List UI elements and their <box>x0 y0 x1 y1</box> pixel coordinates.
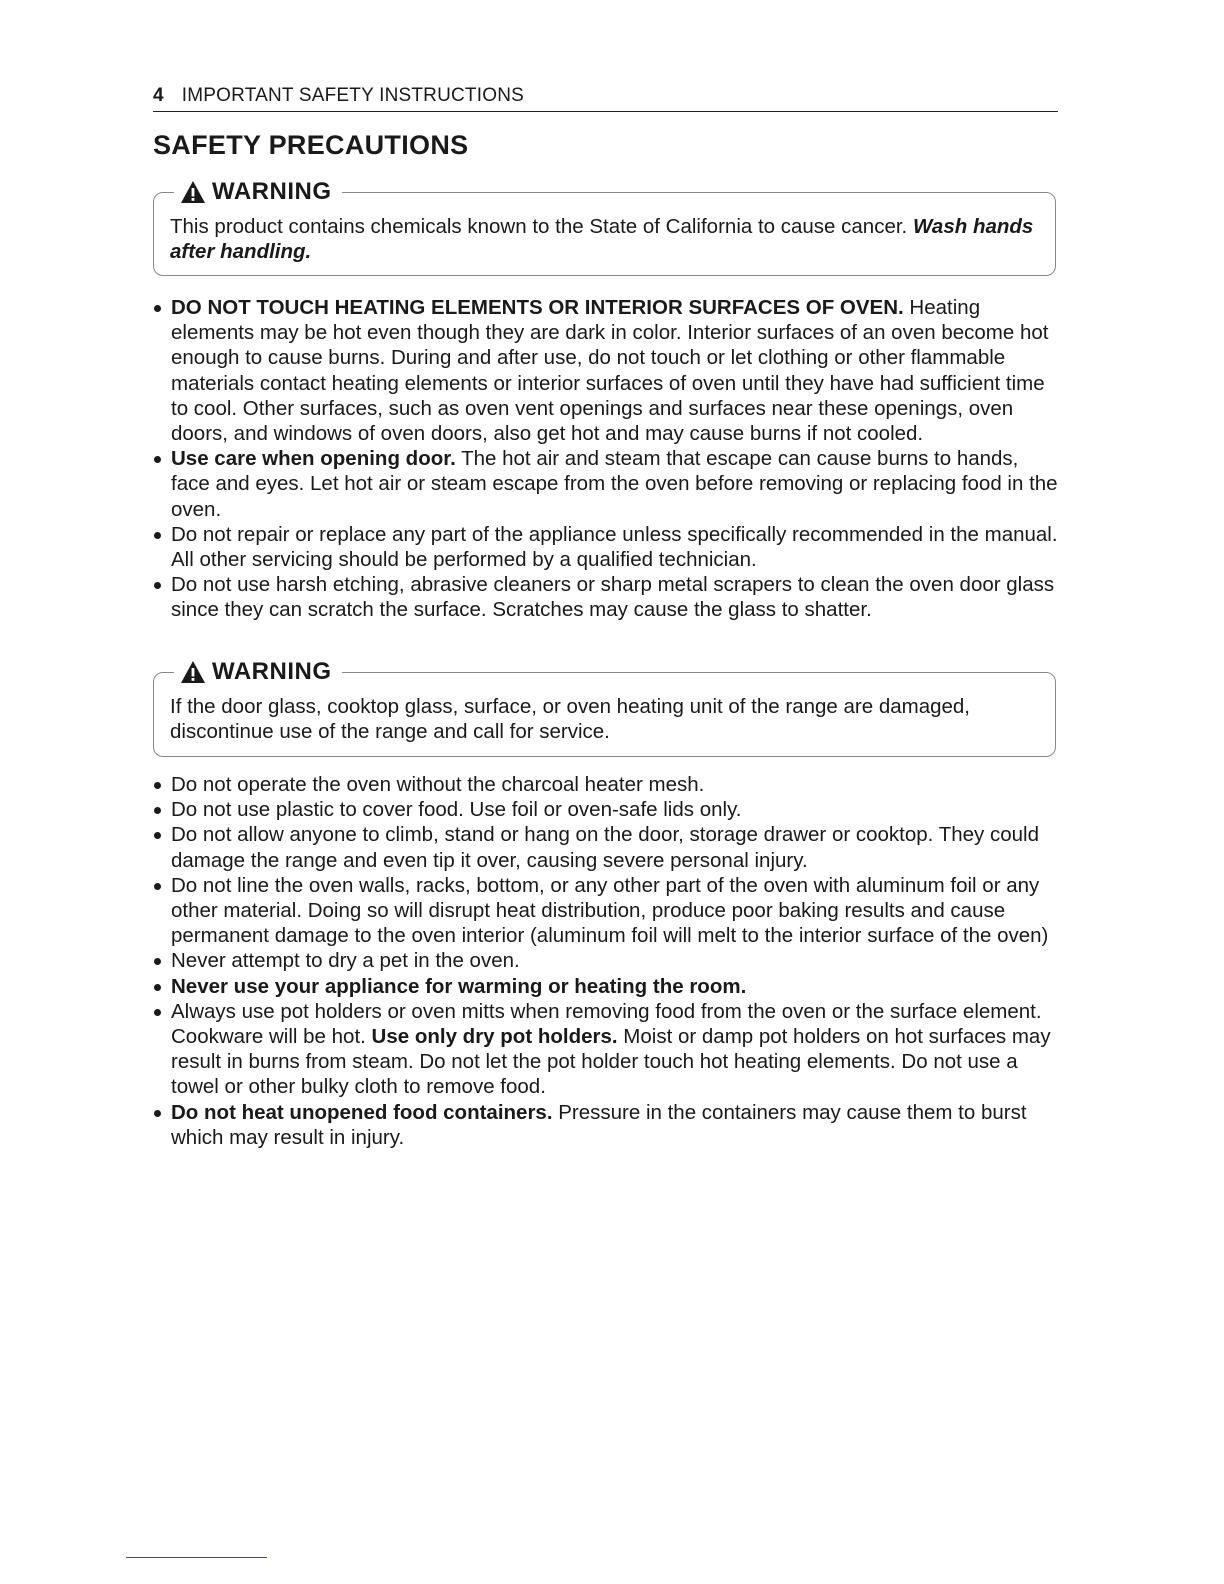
item-text: Do not line the oven walls, racks, bottom, or any other part of the oven with aluminum foil or any other material. Doing so will disrupt heat distribution, produce poor baking results and cause permanent damage to the oven interior (aluminum foil will melt to the interior surface of the oven) <box>171 873 1049 948</box>
precautions-list-1 <box>152 295 1062 623</box>
item-bold: Use only dry pot holders. <box>371 1025 618 1049</box>
list-item <box>152 522 1062 572</box>
item-text: Do not repair or replace any part of the appliance unless specifically recommended in the manual. All other servicing should be performed by a qualified technician. <box>171 522 1058 572</box>
item-bold: Never use your appliance for warming or heating the room. <box>171 974 747 998</box>
list-item <box>152 295 1062 446</box>
warning-body: This product contains chemicals known to the State of California to cause cancer. <box>170 215 913 238</box>
list-item <box>152 1100 1062 1150</box>
item-text: Heating elements may be hot even though they are dark in color. Interior surfaces of an oven become hot enough to cause burns. During and after use, do not touch or let clothing or other flammable materials contact heating elements or interior surfaces of oven until they have had sufficient time to cool. Other surfaces, such as oven vent openings and surfaces near these openings, oven doors, and windows of oven doors, also get hot and may cause burns if not cooled. <box>171 296 1049 446</box>
warning-box-california <box>153 178 1056 276</box>
list-item <box>152 948 1062 973</box>
warning-emphasis: Wash hands after handling. <box>170 215 1034 263</box>
header-section-title: IMPORTANT SAFETY INSTRUCTIONS <box>181 85 524 106</box>
warning-box-damage <box>153 658 1056 757</box>
running-header <box>153 84 1058 112</box>
precautions-list-2 <box>152 772 1062 1150</box>
warning-label: WARNING <box>212 178 332 205</box>
list-item <box>152 999 1062 1100</box>
page-title: SAFETY PRECAUTIONS <box>153 130 469 160</box>
warning-label: WARNING <box>212 658 332 685</box>
list-item <box>152 822 1062 872</box>
item-text: Do not use harsh etching, abrasive cleaners or sharp metal scrapers to clean the oven door glass since they can scratch the surface. Scratches may cause the glass to shatter. <box>171 573 1055 622</box>
list-item <box>152 873 1062 949</box>
page-number: 4 <box>153 85 164 106</box>
footer-rule <box>126 1557 267 1558</box>
warning-text: If the door glass, cooktop glass, surface, or oven heating unit of the range are damaged, discontinue use of the range and call for service. <box>170 695 971 743</box>
item-text: Moist or damp pot holders on hot surfaces may result in burns from steam. Do not let the pot holder touch hot heating elements. Do not use a towel or other bulky cloth to remove food. <box>171 1025 1051 1099</box>
warning-triangle-icon <box>180 660 206 684</box>
list-item <box>152 572 1062 622</box>
item-text: Pressure in the containers may cause them to burst which may result in injury. <box>171 1100 1027 1149</box>
warning-header <box>174 657 342 687</box>
list-item <box>152 772 1062 797</box>
list-item <box>152 797 1062 822</box>
warning-header <box>174 177 342 207</box>
item-text: Always use pot holders or oven mitts when removing food from the oven or the surface element. Cookware will be hot. <box>171 999 1042 1049</box>
list-item <box>152 974 1062 999</box>
warning-text <box>170 214 1035 264</box>
item-bold: Do not heat unopened food containers. <box>171 1100 553 1124</box>
item-text: The hot air and steam that escape can cause burns to hands, face and eyes. Let hot air or steam escape from the oven before removing or replacing food in the oven. <box>171 447 1058 521</box>
item-text: Do not use plastic to cover food. Use foil or oven-safe lids only. <box>171 798 742 822</box>
item-bold: DO NOT TOUCH HEATING ELEMENTS OR INTERIOR SURFACES OF OVEN. <box>171 296 904 319</box>
item-bold: Use care when opening door. <box>171 447 456 471</box>
item-text: Do not allow anyone to climb, stand or hang on the door, storage drawer or cooktop. They could damage the range and even tip it over, causing severe personal injury. <box>171 823 1039 872</box>
list-item <box>152 446 1062 522</box>
warning-triangle-icon <box>180 180 206 204</box>
item-text: Do not operate the oven without the charcoal heater mesh. <box>171 773 705 796</box>
item-text: Never attempt to dry a pet in the oven. <box>171 949 520 973</box>
